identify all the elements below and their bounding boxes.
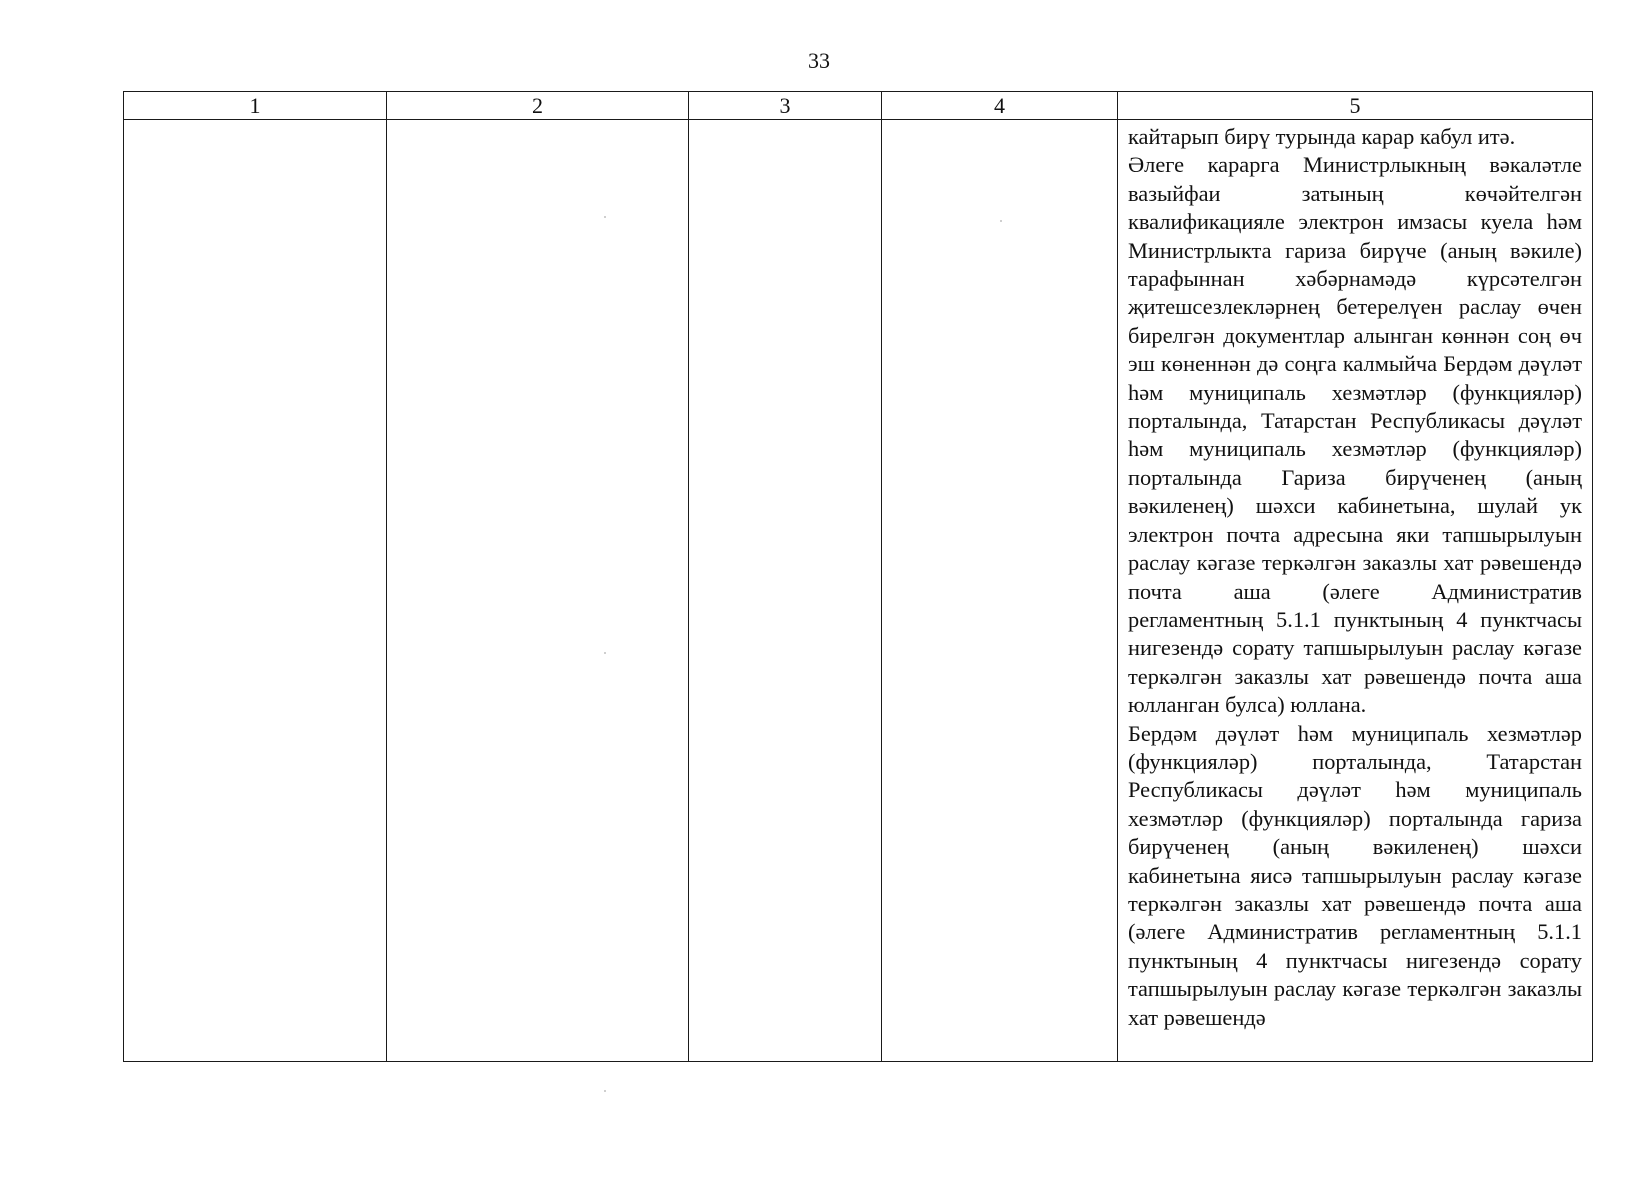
- cell-text-col1: [124, 120, 386, 123]
- scan-speck: [604, 1090, 606, 1092]
- paragraph-1: кайтарып бирү турында карар кабул итә.: [1128, 124, 1516, 149]
- scan-speck: [604, 652, 606, 654]
- paragraph-2: Әлеге карарга Министрлыкның вәкаләтле вазыйфаи затының көчәйтелгән квалификацияле электрон имзасы куела һәм Министрлыкта гариза бирүче (аның вәкиле) тарафыннан хәбәрнамәдә күрсәтелгән җитешсезлекләрнең бетерелүен раслау өчен бирелгән документлар алынган көннән соң өч эш көненнән дә соңга калмыйча Бердәм дәүләт һәм муниципаль хезмәтләр (функцияләр) порталында, Татарстан Республикасы дәүләт һәм муниципаль хезмәтләр (функцияләр) порталында Гариза бирүченең (аның вәкиленең) шәхси кабинетына, шулай ук электрон почта адресына яки тапшырылуын раслау кәгазе теркәлгән заказлы хат рәвешендә почта аша (әлеге Административ регламентның 5.1.1 пунктының 4 пунктчасы нигезендә сорату тапшырылуын раслау кәгазе теркәлгән заказлы хат рәвешендә почта аша юлланган булса) юллана.: [1128, 152, 1582, 718]
- table-cell-col4: [882, 120, 1118, 1062]
- column-header-5: 5: [1118, 92, 1593, 120]
- table-cell-col3: [689, 120, 882, 1062]
- column-header-3: 3: [689, 92, 882, 120]
- column-header-1: 1: [124, 92, 387, 120]
- cell-text-col3: [689, 120, 881, 123]
- table-cell-col2: [387, 120, 689, 1062]
- cell-text-col5: [1118, 120, 1592, 1032]
- page-number: 33: [808, 48, 830, 73]
- cell-text-col4: [882, 120, 1117, 123]
- scan-speck: [604, 216, 606, 218]
- document-table: [123, 91, 1593, 1062]
- column-header-2: 2: [387, 92, 689, 120]
- cell-text-col2: [387, 120, 688, 123]
- table-cell-col5: [1118, 120, 1593, 1062]
- table-row: [124, 120, 1593, 1062]
- table-header-row: [124, 92, 1593, 120]
- column-header-4: 4: [882, 92, 1118, 120]
- paragraph-3: Бердәм дәүләт һәм муниципаль хезмәтләр (функцияләр) порталында, Татарстан Республикасы дәүләт һәм муниципаль хезмәтләр (функцияләр) порталында гариза бирүченең (аның вәкиленең) шәхси кабинетына яисә тапшырылуын раслау кәгазе теркәлгән заказлы хат рәвешендә почта аша (әлеге Административ регламентның 5.1.1 пунктының 4 пунктчасы нигезендә сорату тапшырылуын раслау кәгазе теркәлгән заказлы хат рәвешендә: [1128, 720, 1582, 1030]
- table-cell-col1: [124, 120, 387, 1062]
- scan-speck: [1000, 220, 1002, 222]
